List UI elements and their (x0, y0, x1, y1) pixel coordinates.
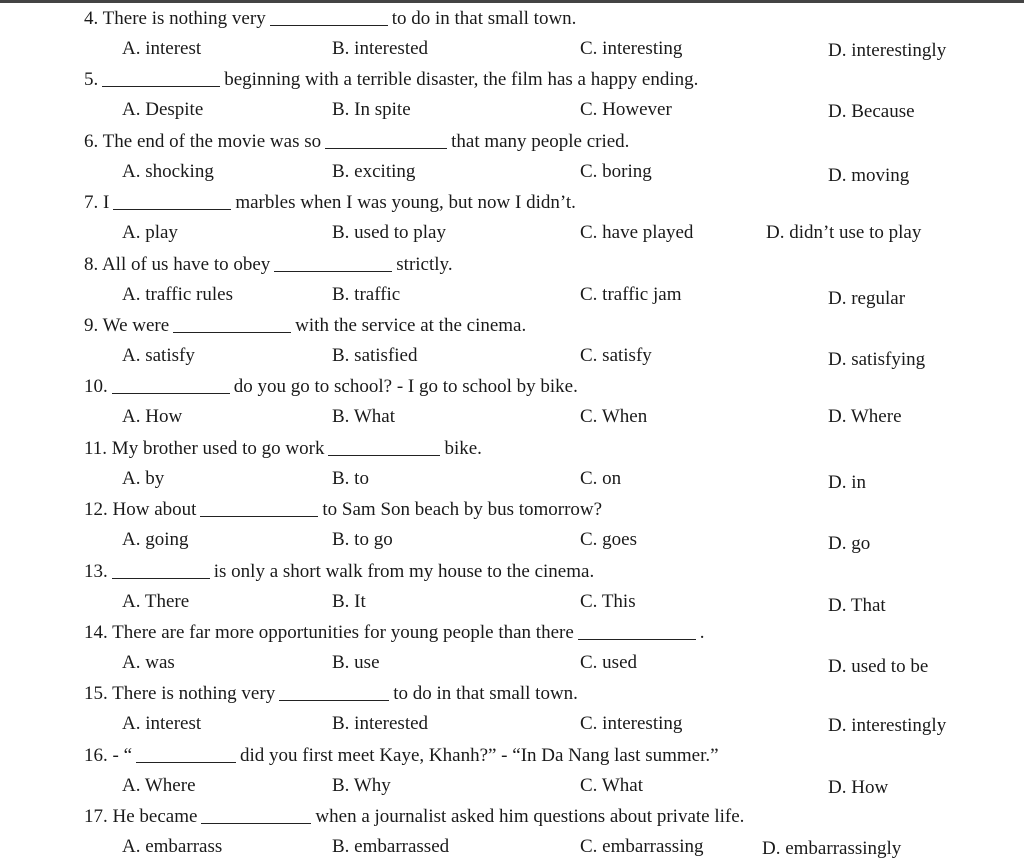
answer-blank[interactable] (270, 5, 388, 26)
question-text-before: 4. There is nothing very (84, 8, 266, 29)
answer-option-c[interactable]: C. satisfy (580, 345, 652, 366)
answer-option-d[interactable]: D. go (828, 533, 871, 555)
answer-option-b[interactable]: B. It (332, 590, 366, 612)
question-stem-8 (84, 251, 453, 279)
answer-option-c[interactable]: C. on (580, 467, 622, 489)
answer-blank[interactable] (113, 189, 231, 210)
question-stem-9 (84, 312, 526, 340)
answer-blank[interactable] (279, 680, 389, 701)
question-text-after: beginning with a terrible disaster, the film has a happy ending. (224, 69, 699, 91)
answer-option-a[interactable]: A. shocking (122, 160, 214, 182)
answer-blank[interactable] (201, 803, 311, 824)
answer-option-c[interactable]: C. embarrassing (580, 836, 704, 858)
question-stem-6 (84, 128, 629, 156)
answer-option-a[interactable]: A. embarrass (122, 836, 223, 858)
question-text-after: . (699, 622, 705, 643)
answer-option-a[interactable]: A. interest (122, 713, 202, 735)
answer-option-a[interactable]: A. How (122, 406, 183, 428)
answer-option-b[interactable]: B. interested (332, 713, 429, 735)
question-text-after: do you go to school? - I go to school by bike. (233, 376, 578, 398)
answer-option-c[interactable]: C. However (580, 99, 672, 121)
answer-option-d[interactable]: D. satisfying (828, 349, 926, 370)
answer-option-d[interactable]: D. embarrassingly (762, 838, 902, 860)
answer-option-d[interactable]: D. interestingly (828, 40, 947, 61)
question-text-before: 10. (84, 376, 108, 398)
question-text-before: 12. How about (84, 499, 197, 521)
answer-option-b[interactable]: B. Why (332, 774, 391, 796)
answer-blank[interactable] (173, 312, 291, 333)
answer-option-a[interactable]: A. Where (122, 774, 196, 796)
question-text-after: to do in that small town. (393, 683, 578, 705)
answer-blank[interactable] (274, 251, 392, 272)
question-text-before: 9. We were (84, 315, 170, 336)
question-text-after: marbles when I was young, but now I didn’t. (235, 192, 576, 214)
question-stem-13 (84, 558, 594, 586)
question-text-after: to do in that small town. (391, 8, 577, 29)
question-text-before: 16. - “ (84, 744, 133, 766)
answer-option-c[interactable]: C. What (580, 774, 643, 796)
question-text-before: 17. He became (84, 806, 198, 828)
question-text-before: 6. The end of the movie was so (84, 130, 322, 152)
answer-blank[interactable] (102, 66, 220, 87)
question-text-after: bike. (444, 437, 482, 459)
answer-option-b[interactable]: B. traffic (332, 283, 401, 305)
answer-option-a[interactable]: A. traffic rules (122, 283, 233, 305)
question-stem-14 (84, 619, 705, 647)
answer-option-b[interactable]: B. use (332, 652, 380, 673)
answer-blank[interactable] (578, 619, 696, 640)
question-stem-11 (84, 435, 482, 463)
answer-option-b[interactable]: B. interested (332, 38, 429, 59)
question-text-after: strictly. (396, 253, 453, 275)
answer-blank[interactable] (328, 435, 440, 456)
answer-option-b[interactable]: B. What (332, 406, 395, 428)
question-stem-7 (84, 189, 576, 217)
question-text-after: did you first meet Kaye, Khanh?” - “In Da Nang last summer.” (240, 744, 719, 766)
question-text-before: 8. All of us have to obey (84, 253, 271, 275)
answer-option-c[interactable]: C. interesting (580, 713, 683, 735)
answer-option-c[interactable]: C. This (580, 590, 636, 612)
question-stem-15 (84, 680, 578, 708)
answer-option-c[interactable]: C. interesting (580, 38, 683, 59)
answer-option-a[interactable]: A. interest (122, 38, 202, 59)
answer-option-a[interactable]: A. There (122, 590, 190, 612)
answer-option-d[interactable]: D. Because (828, 101, 915, 123)
question-text-after: is only a short walk from my house to the cinema. (213, 560, 595, 582)
question-text-before: 13. (84, 560, 108, 582)
answer-blank[interactable] (325, 128, 447, 149)
answer-option-c[interactable]: C. used (580, 652, 637, 673)
answer-option-d[interactable]: D. interestingly (828, 715, 947, 737)
question-text-before: 7. I (84, 192, 110, 214)
answer-option-a[interactable]: A. was (122, 652, 175, 673)
answer-blank[interactable] (136, 742, 236, 763)
answer-option-b[interactable]: B. used to play (332, 222, 446, 244)
question-text-before: 11. My brother used to go work (84, 437, 325, 459)
answer-option-d[interactable]: D. didn’t use to play (766, 222, 922, 244)
answer-option-a[interactable]: A. Despite (122, 99, 204, 121)
question-stem-4 (84, 5, 576, 33)
answer-option-b[interactable]: B. to go (332, 529, 393, 551)
answer-option-b[interactable]: B. satisfied (332, 345, 418, 366)
answer-option-c[interactable]: C. have played (580, 222, 694, 244)
answer-blank[interactable] (112, 558, 210, 579)
answer-option-a[interactable]: A. going (122, 529, 189, 551)
question-stem-10 (84, 373, 578, 401)
answer-blank[interactable] (112, 373, 230, 394)
answer-blank[interactable] (200, 496, 318, 517)
answer-option-d[interactable]: D. moving (828, 164, 910, 186)
answer-option-d[interactable]: D. That (828, 594, 886, 616)
question-stem-17 (84, 803, 744, 831)
answer-option-c[interactable]: C. boring (580, 160, 652, 182)
question-text-before: 15. There is nothing very (84, 683, 276, 705)
question-text-after: when a journalist asked him questions about private life. (315, 806, 745, 828)
question-stem-16 (84, 742, 719, 770)
question-text-after: to Sam Son beach by bus tomorrow? (322, 499, 603, 521)
answer-option-d[interactable]: D. used to be (828, 656, 929, 677)
answer-option-b[interactable]: B. to (332, 467, 369, 489)
answer-option-d[interactable]: D. in (828, 471, 866, 493)
question-text-after: that many people cried. (451, 130, 630, 152)
answer-option-d[interactable]: D. How (828, 776, 889, 798)
page-top-edge (0, 0, 1024, 3)
answer-option-d[interactable]: D. regular (828, 287, 906, 309)
question-text-after: with the service at the cinema. (295, 315, 527, 336)
question-stem-5 (84, 66, 698, 94)
question-text-before: 5. (84, 69, 99, 91)
answer-option-d[interactable]: D. Where (828, 406, 902, 428)
answer-option-b[interactable]: B. embarrassed (332, 836, 450, 858)
answer-option-c[interactable]: C. When (580, 406, 648, 428)
question-text-before: 14. There are far more opportunities for young people than there (84, 622, 574, 643)
answer-option-a[interactable]: A. play (122, 222, 178, 244)
answer-option-a[interactable]: A. by (122, 467, 165, 489)
answer-option-b[interactable]: B. exciting (332, 160, 416, 182)
answer-option-c[interactable]: C. goes (580, 529, 637, 551)
answer-option-c[interactable]: C. traffic jam (580, 283, 682, 305)
answer-option-b[interactable]: B. In spite (332, 99, 411, 121)
question-stem-12 (84, 496, 602, 524)
answer-option-a[interactable]: A. satisfy (122, 345, 195, 366)
